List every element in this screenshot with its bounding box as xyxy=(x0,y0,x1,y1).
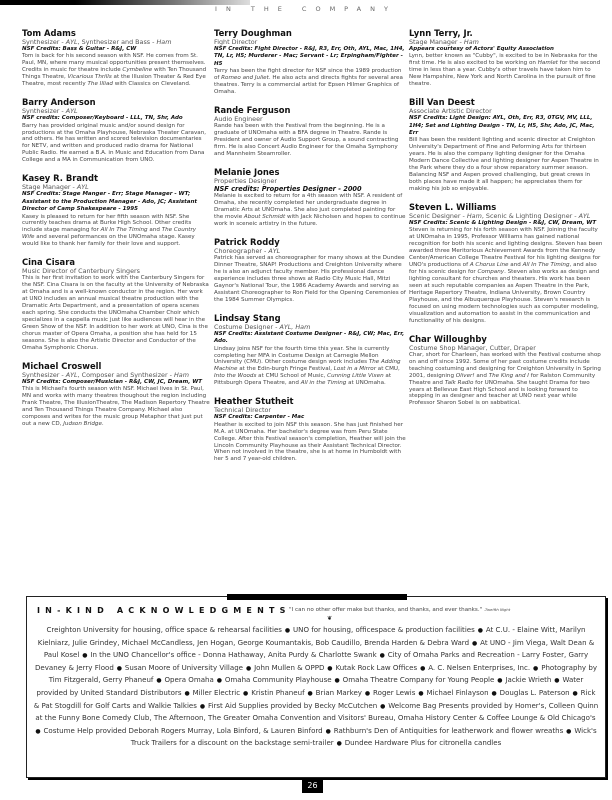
text-run: for the second time in less than a year. Cubby's other travels have taken him to New Hampshire, New York and North Carolina in the pursuit of fine theatre. xyxy=(409,60,601,88)
bio-text xyxy=(409,137,603,193)
bullet-icon: ● xyxy=(241,689,251,697)
text-run: Barry has provided original music and/or sound design for productions at the Omaha Playhouse, Nebraska Theater Caravan, and others. He has written and scored television documentaries for NETV, and written and produced radio drama for National Public Radio. He earned a B.A. in Music and Education from Dana College and a MA in Communication from UNO. xyxy=(22,122,207,164)
bio-entry xyxy=(22,173,210,248)
text-run: Lindsay joins NSF for the fourth time this year. She is currently completing her MFA in Costume Design at Carnegie Mellon University (CMU). Other costume design work includes xyxy=(214,345,390,366)
bio-entry xyxy=(22,28,210,88)
text-run: at the Edin-burgh Fringe Festival, xyxy=(237,366,334,373)
bio-text xyxy=(22,214,210,249)
text-run: at the Illusion Theater & Red Eye Theatre, most recently xyxy=(22,74,206,88)
text-run: Rande has been with the Festival from the beginning. He is a graduate of UNOmaha with a BFA degree in Theatre. Rande is President and owner of Audio Support Group, a sound contracting firm. He is also Concert Audio Engineer for the Omaha Symphony and Mannheim Steamroller. xyxy=(214,123,399,157)
bio-name: Char Willoughby xyxy=(409,333,487,344)
bio-role xyxy=(214,115,406,123)
italic-title: Cunning Little Vixen xyxy=(327,373,384,380)
bio-entry xyxy=(22,97,210,164)
text-run: Properties Designer xyxy=(214,176,277,185)
bio-role xyxy=(214,247,406,255)
bullet-icon: ● xyxy=(114,664,124,672)
bullet-icon: ● xyxy=(332,677,342,685)
italic-title: AYL xyxy=(65,38,78,46)
bio-entry xyxy=(22,257,210,351)
acknowledgment-item: Susan Moore of University Village xyxy=(124,662,244,672)
text-run: and several peformances on the UNOmaha stage. Kasey would like to thank her family for their love and support. xyxy=(22,234,195,248)
bullet-icon: ● xyxy=(475,627,485,634)
acknowledgment-item: Roger Lewis xyxy=(373,687,416,697)
section-header: IN THE COMPANY xyxy=(215,5,397,13)
in-kind-acknowledgments-box xyxy=(26,596,606,778)
bio-name: Heather Stutheit xyxy=(214,396,294,407)
acknowledgment-item: First Aid Supplies provided by Becky McCutchen xyxy=(207,700,378,710)
bullet-icon: ● xyxy=(552,677,562,685)
column-1 xyxy=(22,28,210,437)
text-run: and xyxy=(147,227,162,234)
acknowledgment-item: Brian Markey xyxy=(315,687,362,697)
text-run: . xyxy=(101,420,104,427)
text-run: Choreographer - xyxy=(214,247,269,256)
bio-name: Tom Adams xyxy=(22,28,76,38)
bio-credits: NSF Credits: Carpenter - Mac xyxy=(214,414,305,421)
bullet-icon: ● xyxy=(570,689,580,697)
acknowledgment-item: Kutak Rock Law Offices xyxy=(335,662,418,672)
bullet-icon: ● xyxy=(377,652,387,660)
bio-entry xyxy=(214,28,406,96)
text-run: Terry has been the fight director for NSF since the 1989 production of xyxy=(214,68,402,82)
acknowledgments-list xyxy=(33,624,599,750)
bullet-icon: ● xyxy=(154,677,164,685)
bullet-icon: ● xyxy=(244,664,254,672)
bio-text xyxy=(22,386,210,428)
text-run: Costume Shop Manager, Cutter, Draper xyxy=(409,343,536,352)
bio-text xyxy=(409,53,603,88)
acknowledgment-item: Dundee Hardware Plus for citronella candles xyxy=(344,738,502,748)
acknowledgment-item: Rick & Pat Stogdill for Golf Carts and Walkie Talkies xyxy=(33,687,596,710)
bio-text xyxy=(22,275,210,351)
acknowledgment-item: Wick's Truck Trailers for a discount on the backstage semi-trailer xyxy=(130,725,597,748)
bullet-icon: ● xyxy=(378,702,388,710)
bio-entry xyxy=(214,105,406,158)
text-run: Synthesizer - xyxy=(22,38,66,46)
italic-title: Ham xyxy=(173,370,189,379)
bio-entry xyxy=(214,237,406,304)
quote-source: -Twelfth Night xyxy=(483,607,511,612)
bio-role xyxy=(409,38,603,46)
text-run: Heather is excited to join NSF this season. She has just finished her M.A. at UNOmaha. Her bachelor's degree was from Peru State College. After this Festival season's completion, Heather will join the Lincoln Community Playhouse as their Assistant Technical Director. When not involved in the theatre, she is at home in Humboldt with her 5 and 7 year-old children. xyxy=(214,421,406,463)
acknowledgment-item: Michael Finlayson xyxy=(426,687,489,697)
bio-role xyxy=(22,267,210,275)
acknowledgment-item: Omaha Theatre Company for Young People xyxy=(342,675,495,685)
acknowledgments-title: IN-KIND ACKNOWLEDGMENTS xyxy=(37,606,291,615)
text-run: with Jack Nicholsen and hopes to continue work in sceneic artistry in the future. xyxy=(214,214,406,228)
bio-role xyxy=(214,177,406,185)
bio-entry xyxy=(214,167,406,228)
text-run: Synthesizer - xyxy=(22,107,66,116)
text-run: with Ten Thousand Things Theatre, xyxy=(22,67,207,81)
bullet-icon: ● xyxy=(323,727,333,735)
bio-role xyxy=(214,323,406,331)
bio-name: Rande Ferguson xyxy=(214,105,291,116)
acknowledgment-item: Welcome Bag Presents provided by Homer's, Colleen Quinn at the Funny Bone Comedy Club, The Afternoon, The Greater Omaha Convention and Visitors' Bureau, Omaha History Center & Coffee Lounge & Old Chicago's xyxy=(35,700,599,723)
bio-text xyxy=(409,352,603,408)
text-run: Synthesizer - xyxy=(22,370,66,379)
bio-text xyxy=(214,193,406,228)
bio-credits: NSF credits: Composer/Keyboard - LLL, TN, Shr, Ado xyxy=(22,115,183,122)
bio-credits: NSF Credits: Light Design: AYL, Oth, Err, R3, 0TGV, MV, LLL, 1H4; Set and Lighting Design - TN, Lr, H5, Shr, Ado, JC, Mac, Err xyxy=(409,115,595,136)
bullet-icon: ● xyxy=(197,702,207,710)
bio-text xyxy=(214,422,406,464)
acknowledgment-item: Costume Help provided Deborah Rogers Murray, Lola Binford, & Lauren Binford xyxy=(43,725,323,735)
acknowledgment-item: At C.U. - Elaine Witt, Marilyn Kielniarz, Julie Grindey, Michael McCandless, Jen Hogan, George Koumantakis, Bob Caudillo, Brenda Harden & Debra Ward xyxy=(37,625,586,647)
italic-title: Romeo and Juliet xyxy=(221,75,269,82)
acknowledgment-item: Rathburn's Den of Antiquities for leatherwork and flower wreaths xyxy=(333,725,564,735)
bio-role xyxy=(409,107,603,115)
bio-credits: Appears courtesy of Actors' Equity Association xyxy=(409,46,554,52)
text-run: Technical Director xyxy=(214,406,272,415)
text-run: Associate Artistic Director xyxy=(409,107,492,116)
text-run: Lynn, better known as "Cubby", is excited to be in Nebraska for the first time. He is also excited to be working on xyxy=(409,53,598,67)
acknowledgment-item: Opera Omaha xyxy=(164,675,214,685)
bullet-icon: ● xyxy=(416,689,426,697)
text-run: Bill has been the resident lighting and scenic director at Creighton University's Department of Fine and Peforming Arts for thirteen years. He is also the company lighting designer for the Omaha Modern Dance Collective and lighting designer for Aspen Theatre in the Park where they do a four show reparatory summer season. Balancing NSF and Aspen proved challenging, but great crews in both places have made it all happen; he appreciates them for making his job so enjoyable. xyxy=(409,137,599,193)
italic-title: Company xyxy=(477,269,505,276)
acknowledgment-item: At UNO - Jim Viega, Walt Dean & Paul Kosel xyxy=(43,637,595,660)
text-run: . Steven also works as design and lighting consultant for churches and theaters. His work has been seen at such reputable companies as Aspen Theatre in the Park, Heritage Repertory Theatre, Indiana University, Brown Country Playhouse, and the Albuquerque Playhouse. Steven's research is focused on using modern technologies such as computer modeling, visualization and automation to assist in the communication and functionality of his designs. xyxy=(409,269,600,324)
bio-entry xyxy=(409,202,603,325)
text-run: . He also acts and directs fights for several area theatres. Terry is a commercial artist for Epsen Hilmer Graphics of Omaha. xyxy=(214,75,403,96)
bio-role xyxy=(214,38,406,46)
bullet-icon: ● xyxy=(489,689,499,697)
bio-credits: NSF Credits: Scenic & Lighting Design - R&J, CW, Dream, WT xyxy=(409,220,597,227)
acknowledgment-item: Kristin Phaneuf xyxy=(251,687,305,697)
bio-text xyxy=(22,123,210,165)
text-run: Music Director of Canterbury Singers xyxy=(22,267,140,276)
bio-entry xyxy=(409,97,603,193)
italic-title: AYL xyxy=(65,370,78,379)
bio-name: Bill Van Deest xyxy=(409,97,475,108)
text-run: Patrick has served as choreographer for many shows at the Dundee Dinner Theatre, SNAP! Productions and Creighton University where he is also an adjunct faculty member. His professional dance experience includes three shows at Radio City Music Hall, Mitzi Gaynor's National Tour, the 1986 Academy Awards and serving as Assistant Choreographer to Ron Field for the Opening Ceremonies of the 1984 Summer Olympics. xyxy=(214,255,406,303)
bio-name: Steven L. Williams xyxy=(409,202,497,213)
acknowledgment-item: City of Omaha Parks and Recreation - Larry Foster, Garry Devaney & Jerry Flood xyxy=(35,650,589,672)
acknowledgment-item: Douglas L. Paterson xyxy=(499,687,570,697)
text-run: Char, short for Charleen, has worked with the Festival costume shop on and off since 1992. Some of her past costume credits include teaching costuming and designing for Creighton University in Spring 2001, designing xyxy=(409,351,601,379)
acknowledgments-top-bar xyxy=(227,594,407,600)
text-run: Stage Manager - xyxy=(22,183,77,192)
text-run: Tom is back for his second season with NSF. He comes from St. Paul, MN, where many musical opportunities present themselves. Credits in music for theatre include xyxy=(22,53,206,74)
italic-title: Judson Bridge xyxy=(63,420,102,427)
fleuron-icon: ❦ xyxy=(327,615,333,622)
bio-name: Barry Anderson xyxy=(22,97,96,108)
text-run: Steven is returning for his forth season with NSF. Joining the faculty at UNOmaha in 1995, Professor Williams has gained national recognition for both his scenic and lighting designs. Steven has been awarded three Meritorious Achievement Awards from the Kennedy Center/American College Theatre Festival for his lighting designs for UNO's productions of xyxy=(409,227,603,269)
bullet-icon: ● xyxy=(418,664,428,672)
text-run: Melanie is excited to return for a 4th season with NSF. A resident of Omaha, she recently completed her undergraduate degree in Dramatic Arts at UNOmaha. She also just completed painting for the movie xyxy=(214,193,403,221)
text-run: at Pittsburgh Opera Theatre, and xyxy=(214,373,392,387)
bio-entry xyxy=(22,361,210,428)
italic-title: All In The Timing xyxy=(100,227,148,234)
bio-name: Cina Cisara xyxy=(22,257,75,268)
italic-title: Hamlet xyxy=(537,60,558,67)
acknowledgment-item: Omaha Community Playhouse xyxy=(224,675,332,685)
text-run: , and also for his scenic design for xyxy=(409,262,597,276)
bio-entry xyxy=(214,313,406,388)
bio-text xyxy=(409,227,603,324)
bio-credits: NSF Credits: Composer/Musician - R&J, CW, JC, Dream, WT xyxy=(22,378,203,385)
italic-title: Ham xyxy=(156,38,172,46)
acknowledgments-quote xyxy=(289,607,510,613)
italic-title: Oliver! xyxy=(455,372,475,379)
italic-title: Into the Woods xyxy=(214,373,257,380)
italic-title: The King and I xyxy=(488,372,529,379)
text-run: This is Michael's fourth season with NSF. Michael lives in St. Paul, MN and works with many theatres thoughout the region including Frank Theatre, The IllusionTheatre, The Madison Repertory Theatre and Ten Thousand Things Theatre Company. Michael also composes and writes for the music group Metaphor that just put out a new CD, xyxy=(22,386,210,427)
bio-role xyxy=(409,344,603,352)
italic-title: Lost in a Mirror xyxy=(333,366,376,373)
bio-credits: NSF Credits: Bass & Guitar - R&J, CW xyxy=(22,46,137,52)
bio-role xyxy=(22,183,210,191)
bio-name: Lynn Terry, Jr. xyxy=(409,28,473,38)
italic-title: The Illiad xyxy=(87,81,113,88)
text-run: Scenic Designer - xyxy=(409,212,467,221)
bio-text xyxy=(22,53,210,88)
page-number: 26 xyxy=(302,778,323,793)
bio-entry xyxy=(409,28,603,88)
bullet-icon: ● xyxy=(305,689,315,697)
bio-text xyxy=(214,255,406,304)
bio-credits: NSF Credits: Fight Director - R&J, R3, Err, Oth, AYL, Mac, 1H4, TN, Lr, H5; Murderer - Mac; Servant - Lr; Erpingham/Fighter - H5 xyxy=(214,46,405,67)
bio-role xyxy=(22,371,210,379)
italic-title: Cymbeline xyxy=(122,67,153,74)
text-run: and xyxy=(508,262,523,269)
bio-name: Patrick Roddy xyxy=(214,237,280,248)
bullet-icon: ● xyxy=(531,664,541,672)
bio-name: Melanie Jones xyxy=(214,166,280,177)
italic-title: About Schmidt xyxy=(243,214,286,221)
bullet-icon: ● xyxy=(214,677,224,685)
text-run: , Synthesizer and Bass - xyxy=(77,38,157,46)
bio-role xyxy=(22,38,210,46)
text-run: and xyxy=(474,372,489,379)
bio-role xyxy=(214,406,406,414)
acknowledgment-item: A. C. Nelsen Enterprises, Inc. xyxy=(428,662,531,672)
text-run: Costume Designer - xyxy=(214,322,280,331)
bullet-icon: ● xyxy=(35,727,43,735)
quote-text: "I can no other offer make but thanks, and thanks, and ever thanks." xyxy=(289,607,483,613)
bullet-icon: ● xyxy=(470,639,480,647)
bullet-icon: ● xyxy=(325,664,335,672)
text-run: with Classics on Cleveland. xyxy=(112,81,191,88)
italic-title: The Country Wife xyxy=(22,227,197,241)
acknowledgment-item: Photography by Tim Fitzgerald, Gerry Phaneuf xyxy=(48,662,597,685)
acknowledgment-item: Jackie Wrieth xyxy=(505,675,552,685)
italic-title: AYL xyxy=(65,107,78,116)
text-run: Kasey is pleased to return for her fifth season with NSF. She currently teaches drama at Burke High School. Other credits include stage managing for xyxy=(22,213,192,234)
column-3 xyxy=(409,28,603,416)
italic-title: The Adding Machine xyxy=(214,359,401,373)
text-run: at CMU School of Music, xyxy=(256,373,328,380)
bio-text xyxy=(214,346,406,388)
bio-credits: NSF Credits: Stage Manger - Err; Stage Manager - WT; Assistant to the Production Manager - Ado, JC; Assistant Director of Camp Shakespeare - 1995 xyxy=(22,191,198,213)
text-run: This is her first invitation to work with the Canterbury Singers for the NSF. Cina Cisara is on the faculty at the University of Nebraska at Omaha and is a well-known conductor in the region. Her work at UNO includes an annual musical theatre production with the Dramatic Arts Department, and a presentation of opera scenes each spring. She conducts the UNOmaha Chamber Choir which specializes in a cappella music just like audiences will hear in the Green Show of the NSF. In addition to her work at UNO, Cina is the chorus master of Opera Omaha, a position she has held for 15 seasons. She is also the Artistic Director and Conductor of the Omaha Symphonic Chorus. xyxy=(22,275,209,351)
bio-role xyxy=(22,107,210,115)
italic-title: A Chorus Line xyxy=(469,262,509,269)
italic-title: Talk Radio xyxy=(444,379,474,386)
bullet-icon: ● xyxy=(334,740,344,748)
acknowledgment-item: John Mullen & OPPD xyxy=(254,662,325,672)
text-run: Stage Manager - xyxy=(409,38,464,46)
text-run: for UNOmaha. She taught Drama for two years at Bellevue East High School and is looking forward to stepping in as designer and teacher at UNO next year while Professor Sharon Sobel is on sabbatical. xyxy=(409,379,590,407)
text-run: , Scenic & Lighting Designer - xyxy=(481,212,579,221)
italic-title: All In The Timing xyxy=(522,262,570,269)
italic-title: Ham xyxy=(466,212,482,221)
bio-text xyxy=(214,123,406,158)
acknowledgment-item: Miller Electric xyxy=(192,687,241,697)
italic-title: AYL xyxy=(76,183,89,192)
bio-role xyxy=(409,212,603,220)
bullet-icon: ● xyxy=(495,677,505,685)
text-run: for Ralston Community Theatre and xyxy=(409,372,596,386)
bullet-icon: ● xyxy=(362,689,373,697)
bio-credits: NSF Credits: Assistant Costume Designer - R&J, CW; Mac, Err, Ado. xyxy=(214,330,405,345)
italic-title: All in the Timing xyxy=(300,380,347,387)
bio-text xyxy=(214,68,406,96)
bio-name: Michael Croswell xyxy=(22,360,102,371)
bio-name: Kasey R. Brandt xyxy=(22,173,99,184)
acknowledgment-item: Creighton University for housing, office space & rehearsal facilities xyxy=(46,625,282,634)
italic-title: AYL xyxy=(578,212,591,221)
bullet-icon: ● xyxy=(80,652,90,660)
bio-name: Lindsay Stang xyxy=(214,312,281,323)
text-run: , Composer and Synthesizer - xyxy=(77,370,174,379)
text-run: at CMU, xyxy=(376,366,400,373)
bullet-icon: ● xyxy=(564,727,574,735)
text-run: Audio Engineer xyxy=(214,115,263,124)
acknowledgment-item: Water provided by United Standard Distributors xyxy=(36,675,584,697)
bio-entry xyxy=(409,334,603,408)
text-run: Fight Director xyxy=(214,38,258,46)
bullet-icon: ● xyxy=(182,689,192,697)
text-run: at UNOmaha. xyxy=(346,380,386,387)
bio-name: Terry Doughman xyxy=(214,28,292,38)
italic-title: AYL, Ham xyxy=(279,322,311,331)
column-2 xyxy=(214,28,406,472)
italic-title: Vicarious Thrills xyxy=(67,74,112,81)
bio-credits: NSF credits: Properties Designer - 2000 xyxy=(214,184,362,193)
bio-entry xyxy=(214,396,406,463)
bullet-icon: ● xyxy=(282,627,293,634)
acknowledgment-item: In the UNO Chancellor's office - Donna Hathaway, Anita Purdy & Charlotte Swank xyxy=(90,650,377,660)
italic-title: Ham xyxy=(463,38,479,46)
italic-title: AYL xyxy=(268,247,281,256)
acknowledgment-item: UNO for housing, officespace & production facilities xyxy=(293,625,475,634)
